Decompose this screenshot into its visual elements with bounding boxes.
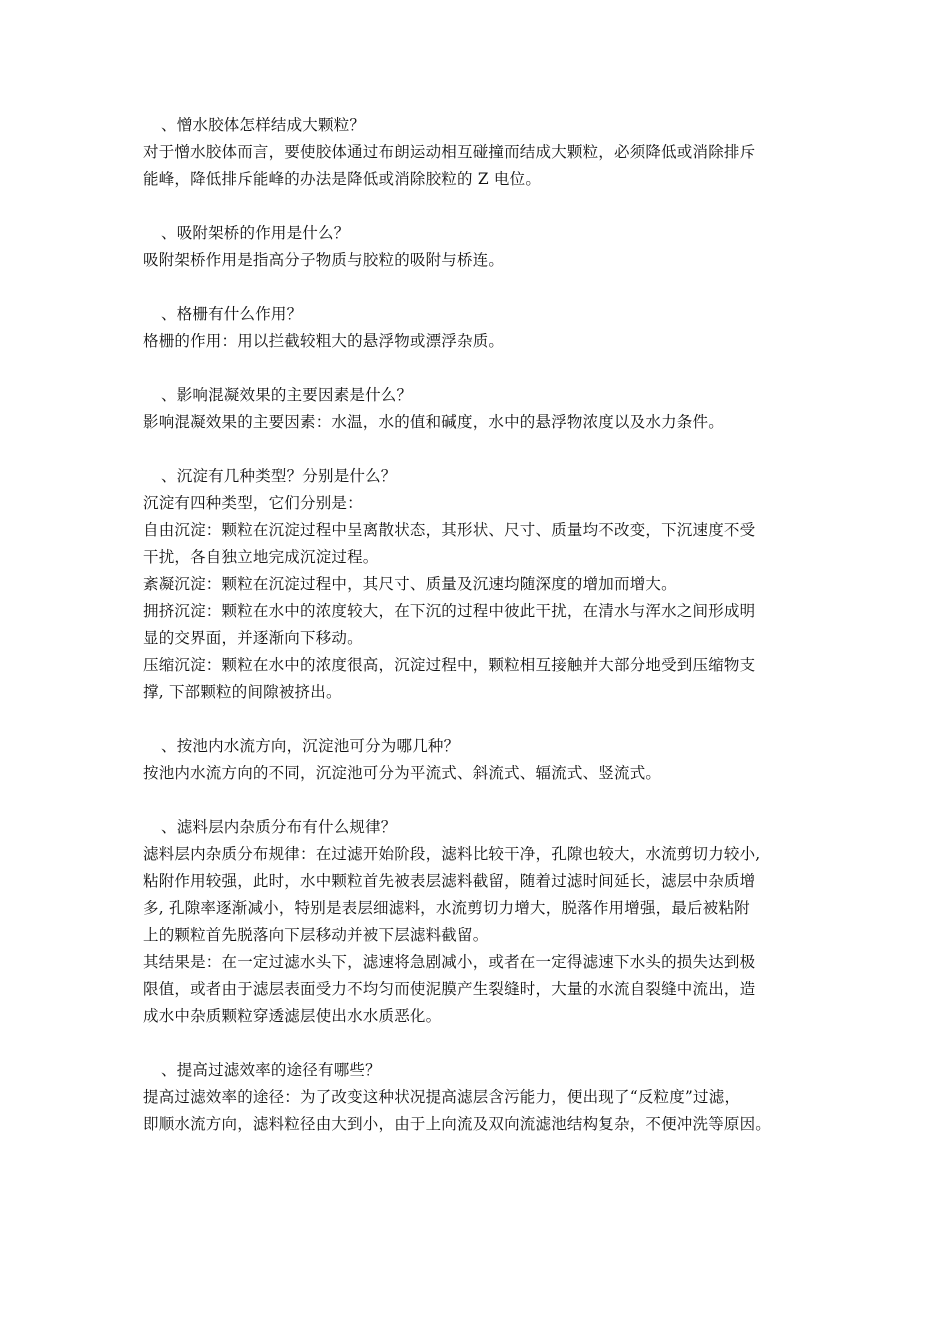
answer-line: 滤料层内杂质分布规律：在过滤开始阶段，滤料比较干净，孔隙也较大，水流剪切力较小,	[143, 845, 761, 863]
answer-line: 多, 孔隙率逐渐减小，特别是表层细滤料，水流剪切力增大，脱落作用增强，最后被粘附	[143, 899, 750, 917]
answer-line: 沉淀有四种类型，它们分别是：	[143, 494, 363, 512]
question-heading: 、提高过滤效率的途径有哪些？	[161, 1061, 381, 1079]
answer-line: 限值，或者由于滤层表面受力不均匀而使泥膜产生裂缝时，大量的水流自裂缝中流出，造	[143, 980, 756, 998]
qa-section	[143, 463, 823, 706]
answer-line: 自由沉淀：颗粒在沉淀过程中呈离散状态，其形状、尺寸、质量均不改变，下沉速度不受	[143, 521, 756, 539]
qa-section	[143, 220, 823, 274]
answer-line: 影响混凝效果的主要因素：水温，水的值和碱度，水中的悬浮物浓度以及水力条件。	[143, 413, 724, 431]
answer-line: 即顺水流方向，滤料粒径由大到小，由于上向流及双向流滤池结构复杂，不便冲洗等原因。	[143, 1115, 772, 1133]
answer-line: 干扰，各自独立地完成沉淀过程。	[143, 548, 379, 566]
question-heading: 、影响混凝效果的主要因素是什么？	[161, 386, 413, 404]
qa-section	[143, 733, 823, 787]
qa-section	[143, 1057, 823, 1138]
answer-line: 对于憎水胶体而言，要使胶体通过布朗运动相互碰撞而结成大颗粒，必须降低或消除排斥	[143, 143, 756, 161]
question-heading: 、憎水胶体怎样结成大颗粒？	[161, 116, 366, 134]
answer-line: 粘附作用较强，此时，水中颗粒首先被表层滤料截留，随着过滤时间延长，滤层中杂质增	[143, 872, 756, 890]
qa-section	[143, 814, 823, 1030]
question-heading: 、吸附架桥的作用是什么？	[161, 224, 350, 242]
answer-line: 格栅的作用：用以拦截较粗大的悬浮物或漂浮杂质。	[143, 332, 505, 350]
answer-line: 上的颗粒首先脱落向下层移动并被下层滤料截留。	[143, 926, 489, 944]
qa-section	[143, 382, 823, 436]
document-page	[143, 112, 823, 1165]
answer-line: 吸附架桥作用是指高分子物质与胶粒的吸附与桥连。	[143, 251, 505, 269]
question-heading: 、按池内水流方向，沉淀池可分为哪几种？	[161, 737, 460, 755]
answer-line: 压缩沉淀：颗粒在水中的浓度很高，沉淀过程中，颗粒相互接触并大部分地受到压缩物支	[143, 656, 756, 674]
answer-line: 撑, 下部颗粒的间隙被挤出。	[143, 683, 342, 701]
answer-line: 拥挤沉淀：颗粒在水中的浓度较大，在下沉的过程中彼此干扰，在清水与浑水之间形成明	[143, 602, 756, 620]
answer-line: 能峰，降低排斥能峰的办法是降低或消除胶粒的 Z 电位。	[143, 170, 542, 188]
answer-line: 显的交界面，并逐渐向下移动。	[143, 629, 363, 647]
question-heading: 、滤料层内杂质分布有什么规律？	[161, 818, 397, 836]
question-heading: 、沉淀有几种类型？分别是什么？	[161, 467, 397, 485]
answer-line: 成水中杂质颗粒穿透滤层使出水水质恶化。	[143, 1007, 442, 1025]
answer-line: 按池内水流方向的不同，沉淀池可分为平流式、斜流式、辐流式、竖流式。	[143, 764, 662, 782]
qa-section	[143, 301, 823, 355]
qa-section	[143, 112, 823, 193]
answer-line: 提高过滤效率的途径：为了改变这种状况提高滤层含污能力，便出现了“反粒度”过滤，	[143, 1088, 741, 1106]
answer-line: 紊凝沉淀：颗粒在沉淀过程中，其尺寸、质量及沉速均随深度的增加而增大。	[143, 575, 677, 593]
question-heading: 、格栅有什么作用？	[161, 305, 303, 323]
answer-line: 其结果是：在一定过滤水头下，滤速将急剧减小，或者在一定得滤速下水头的损失达到极	[143, 953, 756, 971]
